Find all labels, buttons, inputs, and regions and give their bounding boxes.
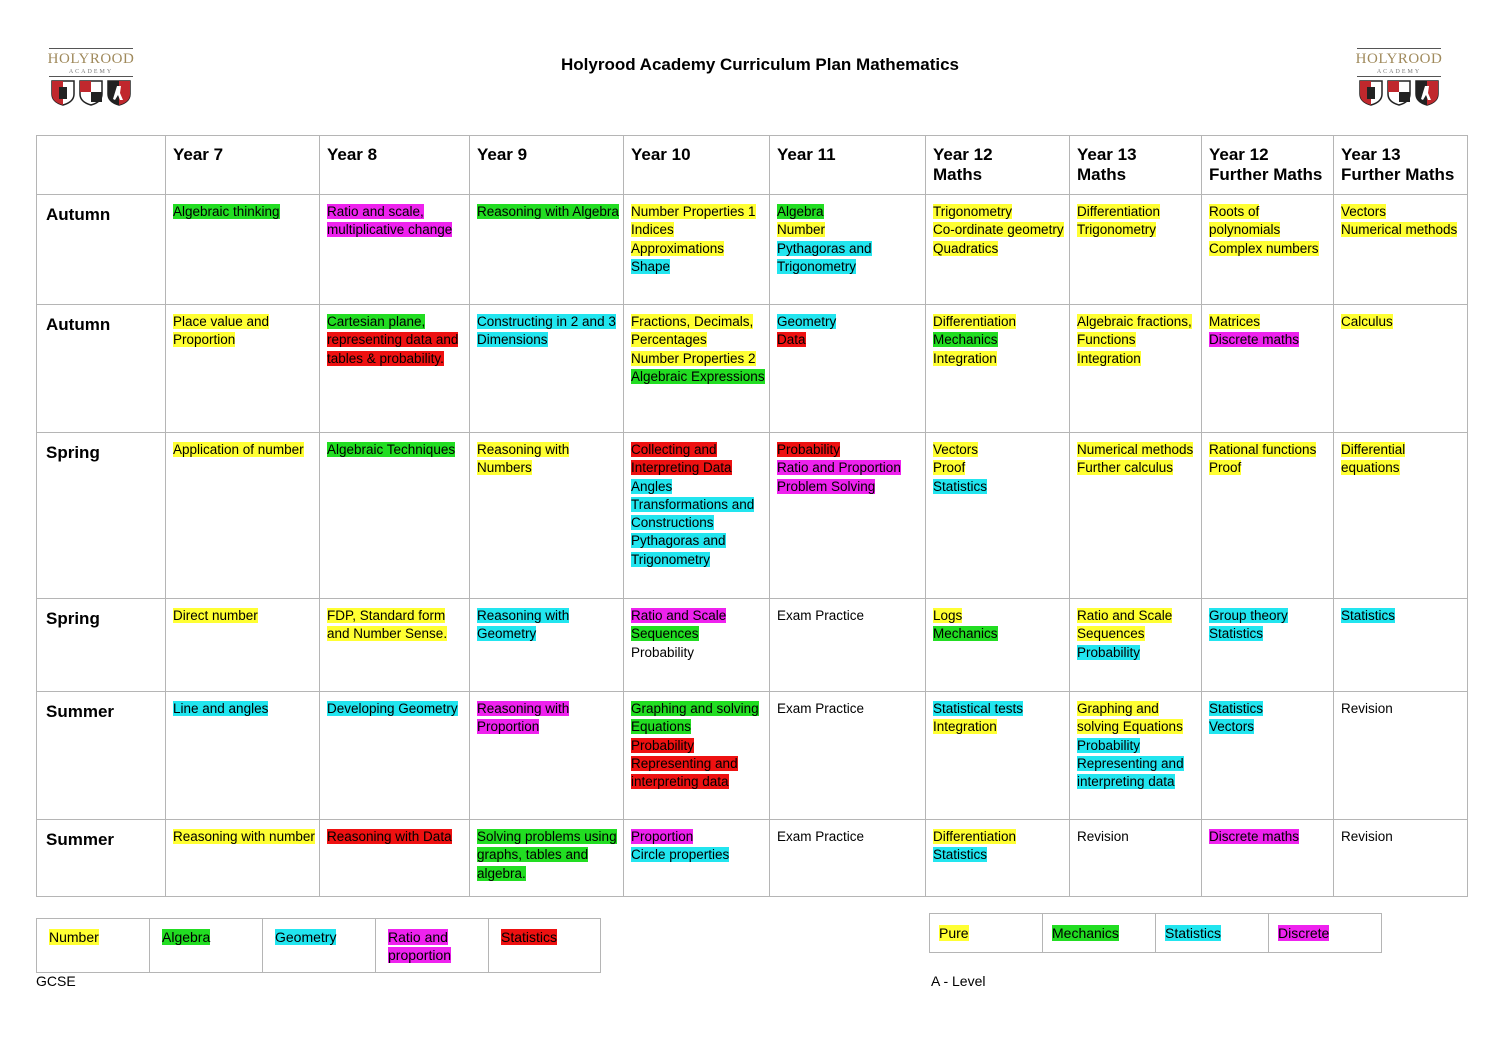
logo-shields (47, 80, 135, 106)
topic-label: Probability (631, 644, 695, 660)
term-row (37, 305, 1468, 433)
topic-label: Mechanics (933, 626, 998, 642)
topic-label: Rational functions (1209, 442, 1317, 457)
header-blank (37, 136, 166, 195)
topic-label: Sequences (1077, 626, 1145, 642)
topic-label: Algebraic Expressions (631, 368, 765, 384)
topic-cell (624, 692, 770, 820)
topic-cell (320, 820, 470, 897)
key-label: Statistics (1165, 925, 1222, 941)
topic-label: Reasoning with Proportion (477, 701, 570, 735)
topic-cell (1334, 599, 1468, 692)
alevel-key (929, 913, 1382, 953)
key-cell (1156, 914, 1269, 953)
year-header: Year 10 (624, 136, 770, 195)
topic-cell (926, 433, 1070, 599)
topic-label: Quadratics (933, 240, 999, 256)
topic-label: Direct number (173, 608, 258, 623)
key-cell (150, 919, 263, 973)
topic-label: Matrices (1209, 314, 1261, 329)
topic-label: Proportion (631, 829, 694, 844)
key-cell (489, 919, 601, 973)
key-label: Pure (939, 925, 969, 941)
term-row (37, 195, 1468, 305)
topic-cell (1070, 305, 1202, 433)
topic-label: Reasoning with Algebra (477, 204, 619, 219)
topic-label: Statistics (933, 847, 988, 863)
topic-cell (624, 195, 770, 305)
topic-label: Indices (631, 222, 674, 238)
topic-cell (470, 820, 624, 897)
topic-label: Vectors (933, 442, 979, 457)
year-header: Year 8 (320, 136, 470, 195)
topic-cell (1070, 433, 1202, 599)
key-label: Number (49, 929, 99, 945)
topic-cell (1202, 599, 1334, 692)
year-header: Year 7 (166, 136, 320, 195)
topic-label: Reasoning with Data (327, 829, 452, 844)
topic-cell (166, 305, 320, 433)
term-label: Spring (37, 599, 166, 692)
topic-cell (166, 195, 320, 305)
topic-cell (926, 195, 1070, 305)
term-label: Autumn (37, 195, 166, 305)
topic-cell (166, 433, 320, 599)
gcse-key (36, 918, 601, 973)
logo-shields (1355, 80, 1443, 106)
topic-cell (470, 305, 624, 433)
topic-cell (470, 599, 624, 692)
topic-label: Trigonometry (933, 204, 1013, 219)
topic-cell (1334, 820, 1468, 897)
topic-cell (1334, 433, 1468, 599)
topic-label: Algebraic Techniques (327, 442, 456, 457)
topic-label: Mechanics (933, 332, 998, 348)
topic-label: Group theory (1209, 608, 1288, 623)
topic-label: Cartesian plane, (327, 314, 426, 329)
topic-label: Application of number (173, 442, 304, 457)
topic-label: Reasoning with number (173, 829, 315, 844)
term-label: Autumn (37, 305, 166, 433)
topic-label: Revision (1077, 829, 1129, 844)
topic-label: Problem Solving (777, 478, 876, 494)
topic-label: Algebraic thinking (173, 204, 280, 219)
topic-label: Number Properties 2 (631, 350, 756, 366)
key-label: Ratio and proportion (388, 929, 452, 963)
key-cell (930, 914, 1043, 953)
topic-cell (1202, 305, 1334, 433)
topic-label: Numerical methods (1341, 222, 1458, 238)
topic-cell (770, 433, 926, 599)
topic-label: Proof (1209, 460, 1242, 476)
topic-label: Discrete maths (1209, 332, 1300, 348)
topic-label: Vectors (1209, 719, 1255, 735)
topic-label: Graphing and solving Equations (631, 701, 759, 735)
year-header: Year 13 Further Maths (1334, 136, 1468, 195)
topic-cell (166, 599, 320, 692)
key-cell (1269, 914, 1382, 953)
shield-figure-icon (107, 80, 131, 106)
topic-cell (470, 195, 624, 305)
topic-cell (926, 599, 1070, 692)
topic-cell (1070, 820, 1202, 897)
key-cell (376, 919, 489, 973)
topic-cell (320, 195, 470, 305)
topic-label: Number (777, 222, 826, 238)
topic-cell (1202, 195, 1334, 305)
topic-cell (1334, 305, 1468, 433)
topic-label: Statistics (1209, 701, 1264, 716)
topic-label: Differentiation (933, 314, 1017, 329)
key-cell (263, 919, 376, 973)
topic-cell (1202, 820, 1334, 897)
topic-cell (770, 305, 926, 433)
topic-label: Integration (933, 719, 997, 735)
topic-label: Statistical tests (933, 701, 1024, 716)
topic-label: Ratio and Proportion (777, 460, 901, 476)
topic-label: Transformations and Constructions (631, 496, 755, 531)
topic-cell (624, 820, 770, 897)
topic-cell (320, 692, 470, 820)
term-label: Summer (37, 692, 166, 820)
topic-cell (1202, 692, 1334, 820)
topic-label: Statistics (1209, 626, 1264, 642)
topic-label: Statistics (933, 478, 988, 494)
key-cell (1043, 914, 1156, 953)
topic-label: Probability (631, 737, 695, 753)
topic-label: Co-ordinate geometry (933, 222, 1064, 238)
year-header: Year 13 Maths (1070, 136, 1202, 195)
page-title: Holyrood Academy Curriculum Plan Mathematics (560, 55, 960, 74)
topic-label: FDP, Standard form and Number Sense. (327, 608, 448, 642)
term-row (37, 820, 1468, 897)
topic-cell (1070, 195, 1202, 305)
topic-cell (770, 599, 926, 692)
topic-label: Proof (933, 460, 966, 476)
topic-label: representing data and tables & probability. (327, 332, 459, 366)
topic-label: Pythagoras and Trigonometry (631, 533, 726, 567)
topic-cell (926, 305, 1070, 433)
topic-label: Algebra (777, 204, 824, 219)
topic-cell (624, 433, 770, 599)
topic-label: Number Properties 1 (631, 204, 756, 219)
topic-label: Revision (1341, 701, 1393, 716)
topic-cell (320, 433, 470, 599)
key-label: Algebra (162, 929, 211, 945)
topic-label: Representing and interpreting data (1077, 755, 1184, 790)
topic-label: Statistics (1341, 608, 1396, 623)
topic-label: Integration (933, 350, 997, 366)
topic-label: Fractions, Decimals, Percentages (631, 314, 754, 348)
topic-label: Place value and Proportion (173, 314, 270, 348)
topic-label: Ratio and scale, multiplicative change (327, 204, 453, 238)
topic-cell (320, 305, 470, 433)
shield-tower-icon (1359, 80, 1383, 106)
topic-cell (926, 820, 1070, 897)
topic-label: Ratio and Scale (1077, 608, 1173, 623)
shield-check-icon (1387, 80, 1411, 106)
year-header: Year 12 Further Maths (1202, 136, 1334, 195)
topic-label: Further calculus (1077, 460, 1174, 476)
topic-label: Reasoning with Geometry (477, 608, 570, 642)
topic-label: Complex numbers (1209, 240, 1319, 256)
topic-label: Developing Geometry (327, 701, 458, 716)
topic-label: Pythagoras and Trigonometry (777, 240, 872, 274)
topic-label: Data (777, 332, 806, 348)
topic-label: Exam Practice (777, 701, 865, 716)
year-header: Year 12 Maths (926, 136, 1070, 195)
topic-label: Vectors (1341, 204, 1387, 219)
topic-label: Representing and interpreting data (631, 755, 738, 790)
topic-cell (1202, 433, 1334, 599)
topic-label: Line and angles (173, 701, 269, 716)
topic-label: Revision (1341, 829, 1393, 844)
topic-cell (166, 820, 320, 897)
shield-tower-icon (51, 80, 75, 106)
topic-label: Roots of polynomials (1209, 204, 1281, 238)
term-row (37, 692, 1468, 820)
topic-label: Trigonometry (1077, 222, 1157, 238)
topic-label: Exam Practice (777, 608, 865, 623)
term-row (37, 433, 1468, 599)
topic-label: Constructing in 2 and 3 Dimensions (477, 314, 616, 348)
topic-label: Reasoning with Numbers (477, 442, 570, 476)
topic-label: Graphing and solving Equations (1077, 701, 1183, 735)
term-row (37, 599, 1468, 692)
topic-label: Logs (933, 608, 963, 623)
topic-cell (1334, 195, 1468, 305)
topic-cell (320, 599, 470, 692)
topic-label: Numerical methods (1077, 442, 1194, 457)
topic-cell (770, 692, 926, 820)
key-label: Statistics (501, 929, 558, 945)
topic-label: Geometry (777, 314, 837, 329)
topic-cell (770, 820, 926, 897)
topic-cell (470, 433, 624, 599)
topic-label: Probability (777, 442, 841, 457)
year-header: Year 9 (470, 136, 624, 195)
header-row (37, 136, 1468, 195)
topic-label: Approximations (631, 240, 725, 256)
key-label: Geometry (275, 929, 337, 945)
key-label: Discrete (1278, 925, 1330, 941)
topic-cell (624, 599, 770, 692)
topic-cell (1070, 599, 1202, 692)
topic-cell (166, 692, 320, 820)
topic-label: Algebraic fractions, (1077, 314, 1192, 329)
topic-label: Probability (1077, 737, 1141, 753)
topic-label: Calculus (1341, 314, 1393, 329)
holyrood-logo-right (1355, 48, 1443, 110)
year-header: Year 11 (770, 136, 926, 195)
shield-check-icon (79, 80, 103, 106)
topic-label: Functions (1077, 332, 1136, 348)
topic-label: Differentiation (1077, 204, 1161, 219)
key-cell (37, 919, 150, 973)
alevel-caption: A - Level (931, 973, 986, 989)
topic-cell (926, 692, 1070, 820)
topic-label: Angles (631, 478, 673, 494)
key-label: Mechanics (1052, 925, 1119, 941)
topic-label: Sequences (631, 626, 699, 642)
topic-label: Probability (1077, 644, 1141, 660)
topic-label: Discrete maths (1209, 829, 1300, 844)
term-label: Spring (37, 433, 166, 599)
logo-sub: ACADEMY (1376, 69, 1422, 75)
topic-label: Ratio and Scale (631, 608, 727, 623)
topic-label: Exam Practice (777, 829, 865, 844)
topic-label: Circle properties (631, 847, 730, 863)
logo-name: HOLYROOD (1355, 51, 1443, 67)
topic-label: Collecting and Interpreting Data (631, 442, 732, 476)
topic-label: Differentiation (933, 829, 1017, 844)
topic-label: Solving problems using graphs, tables and algebra. (477, 829, 617, 881)
topic-cell (1070, 692, 1202, 820)
curriculum-table (36, 135, 1468, 897)
logo-name: HOLYROOD (47, 51, 135, 67)
term-label: Summer (37, 820, 166, 897)
logo-sub: ACADEMY (68, 69, 114, 75)
topic-label: Shape (631, 258, 671, 274)
shield-figure-icon (1415, 80, 1439, 106)
topic-cell (470, 692, 624, 820)
topic-cell (1334, 692, 1468, 820)
gcse-caption: GCSE (36, 973, 76, 989)
topic-label: Integration (1077, 350, 1141, 366)
topic-label: Differential equations (1341, 442, 1406, 476)
topic-cell (624, 305, 770, 433)
topic-cell (770, 195, 926, 305)
